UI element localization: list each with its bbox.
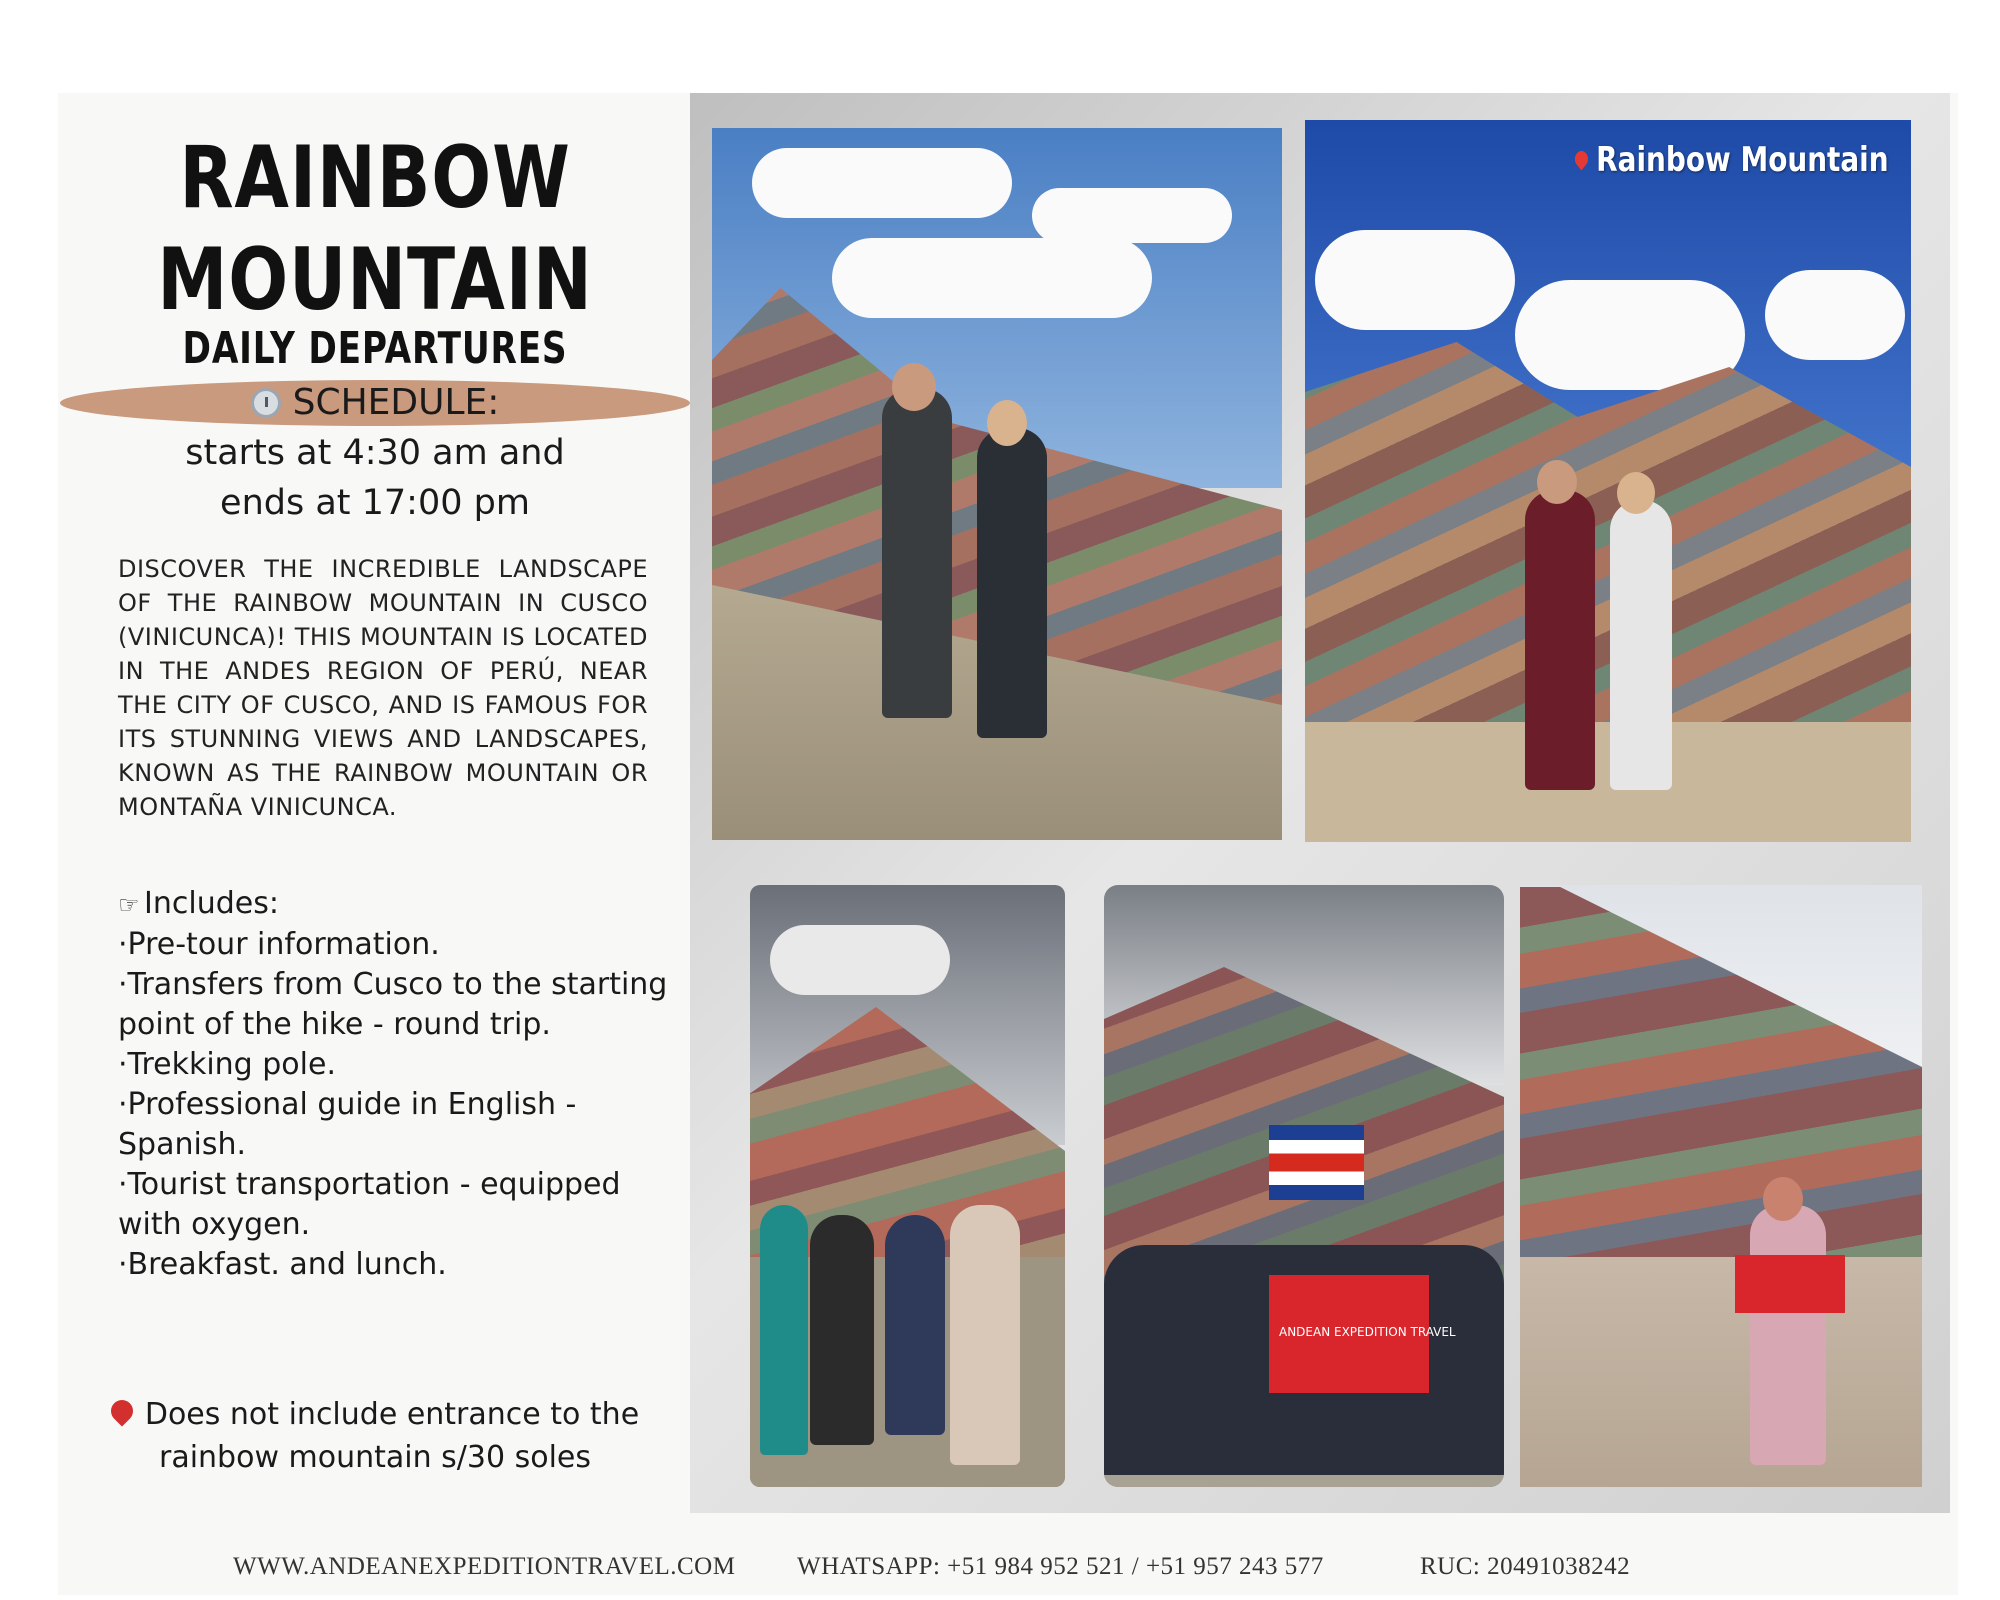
includes-list bbox=[118, 884, 678, 1285]
exclusion-note-text: Does not include entrance to the rainbow mountain s/30 soles bbox=[144, 1397, 640, 1475]
subtitle: DAILY DEPARTURES bbox=[182, 323, 568, 374]
includes-item: ·Tourist transportation - equipped with oxygen. bbox=[118, 1167, 621, 1242]
website-link[interactable]: WWW.ANDEANEXPEDITIONTRAVEL.COM bbox=[233, 1553, 736, 1580]
location-pin-icon bbox=[1573, 148, 1592, 171]
photo-location-label bbox=[1575, 140, 1889, 180]
includes-item: ·Trekking pole. bbox=[118, 1047, 336, 1082]
title-line-2: MOUNTAIN bbox=[157, 230, 593, 330]
schedule-heading-text: SCHEDULE: bbox=[292, 382, 500, 423]
schedule-times: starts at 4:30 am and ends at 17:00 pm bbox=[185, 433, 565, 523]
clock-icon bbox=[251, 388, 281, 418]
agency-banner-text: ANDEAN EXPEDITION TRAVEL bbox=[1279, 1325, 1456, 1339]
title-line-1: RAINBOW bbox=[179, 128, 571, 228]
photo-rainbow-mountain-pair bbox=[1305, 120, 1911, 842]
hand-pointing-icon: ☞ bbox=[118, 891, 140, 919]
photo-woman-scarf bbox=[1520, 885, 1922, 1487]
whatsapp-contact: WHATSAPP: +51 984 952 521 / +51 957 243 577 bbox=[797, 1553, 1324, 1580]
includes-item: ·Pre-tour information. bbox=[118, 927, 440, 962]
ruc-number: RUC: 20491038242 bbox=[1420, 1553, 1631, 1580]
includes-item: ·Breakfast. and lunch. bbox=[118, 1247, 447, 1282]
photo-group-hikers bbox=[750, 885, 1065, 1487]
photo-group-banner bbox=[1104, 885, 1504, 1487]
exclusion-note bbox=[60, 1393, 690, 1479]
pushpin-icon bbox=[106, 1395, 137, 1426]
photo-couple-trekking bbox=[712, 128, 1282, 840]
includes-item: ·Transfers from Cusco to the starting point of the hike - round trip. bbox=[118, 967, 668, 1042]
photo-location-label-text: Rainbow Mountain bbox=[1596, 140, 1889, 180]
includes-item: ·Professional guide in English - Spanish. bbox=[118, 1087, 577, 1162]
includes-heading bbox=[118, 884, 678, 925]
schedule-heading bbox=[60, 380, 690, 426]
description: DISCOVER THE INCREDIBLE LANDSCAPE OF THE RAINBOW MOUNTAIN IN CUSCO (VINICUNCA)! THIS MOUNTAIN IS LOCATED IN THE ANDES REGION OF PERÚ, NEAR THE CITY OF CUSCO, AND IS FAMOUS FOR ITS STUNNING VIEWS AND LANDSCAPES, KNOWN AS THE RAINBOW MOUNTAIN OR MONTAÑA VINICUNCA. bbox=[118, 555, 648, 821]
includes-heading-text: Includes: bbox=[144, 886, 279, 921]
